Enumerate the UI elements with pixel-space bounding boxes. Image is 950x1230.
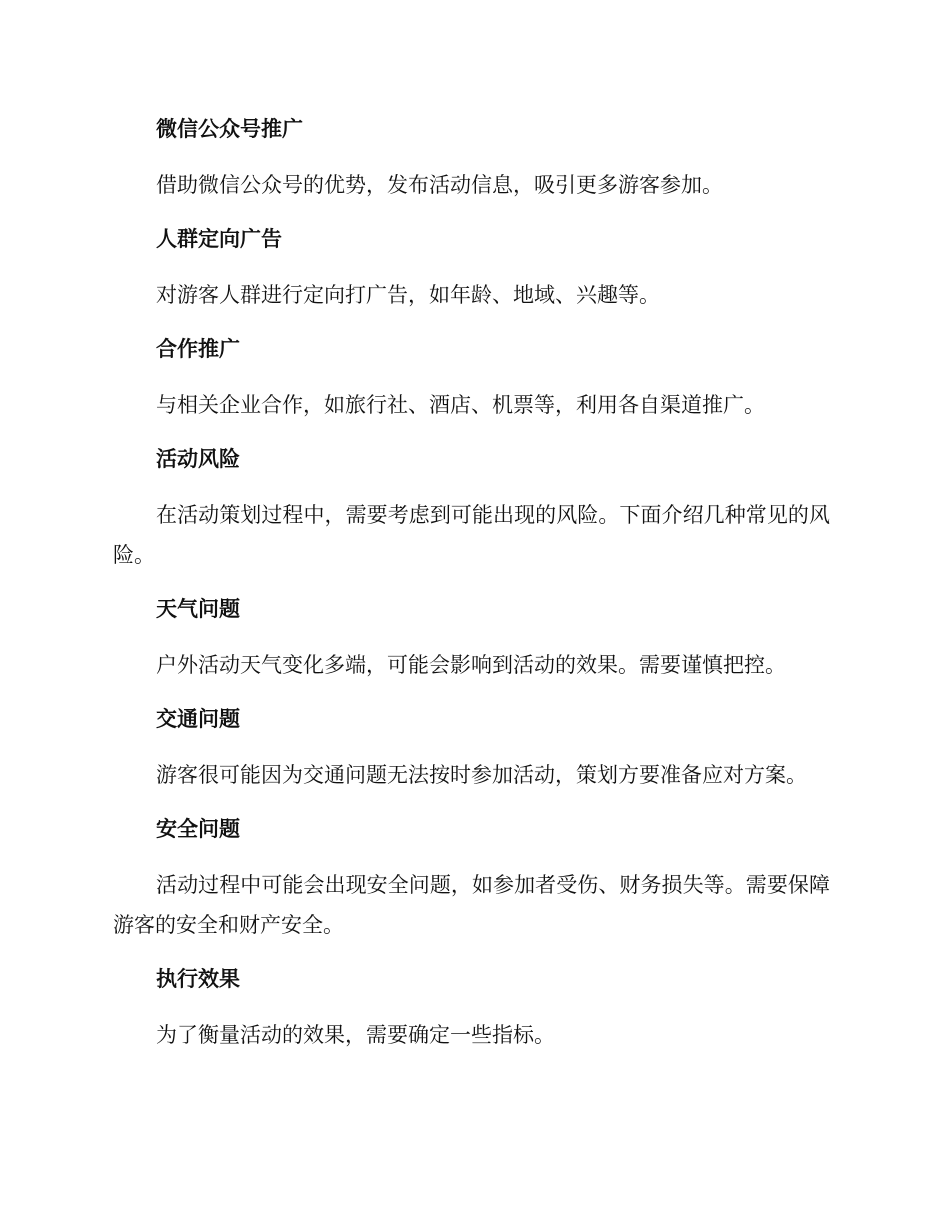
section-text-event-risks: 在活动策划过程中，需要考虑到可能出现的风险。下面介绍几种常见的风险。 bbox=[113, 503, 830, 567]
section-text-weather: 户外活动天气变化多端，可能会影响到活动的效果。需要谨慎把控。 bbox=[156, 653, 786, 677]
section-text-safety: 活动过程中可能会出现安全问题，如参加者受伤、财务损失等。需要保障游客的安全和财产安全。 bbox=[113, 873, 830, 937]
section-heading-weather: 天气问题 bbox=[156, 597, 240, 621]
section-heading-wechat-promotion: 微信公众号推广 bbox=[156, 117, 303, 141]
section-heading-targeted-ads: 人群定向广告 bbox=[156, 227, 282, 251]
section-text-partner-promotion: 与相关企业合作，如旅行社、酒店、机票等，利用各自渠道推广。 bbox=[156, 393, 765, 417]
section-heading-safety: 安全问题 bbox=[156, 817, 240, 841]
section-heading-partner-promotion: 合作推广 bbox=[156, 337, 240, 361]
section-text-traffic: 游客很可能因为交通问题无法按时参加活动，策划方要准备应对方案。 bbox=[156, 763, 807, 787]
section-heading-execution-results: 执行效果 bbox=[156, 967, 240, 991]
section-heading-event-risks: 活动风险 bbox=[156, 447, 240, 471]
section-text-wechat-promotion: 借助微信公众号的优势，发布活动信息，吸引更多游客参加。 bbox=[156, 173, 723, 197]
section-text-execution-results: 为了衡量活动的效果，需要确定一些指标。 bbox=[156, 1023, 555, 1047]
section-heading-traffic: 交通问题 bbox=[156, 707, 240, 731]
section-text-targeted-ads: 对游客人群进行定向打广告，如年龄、地域、兴趣等。 bbox=[156, 283, 660, 307]
